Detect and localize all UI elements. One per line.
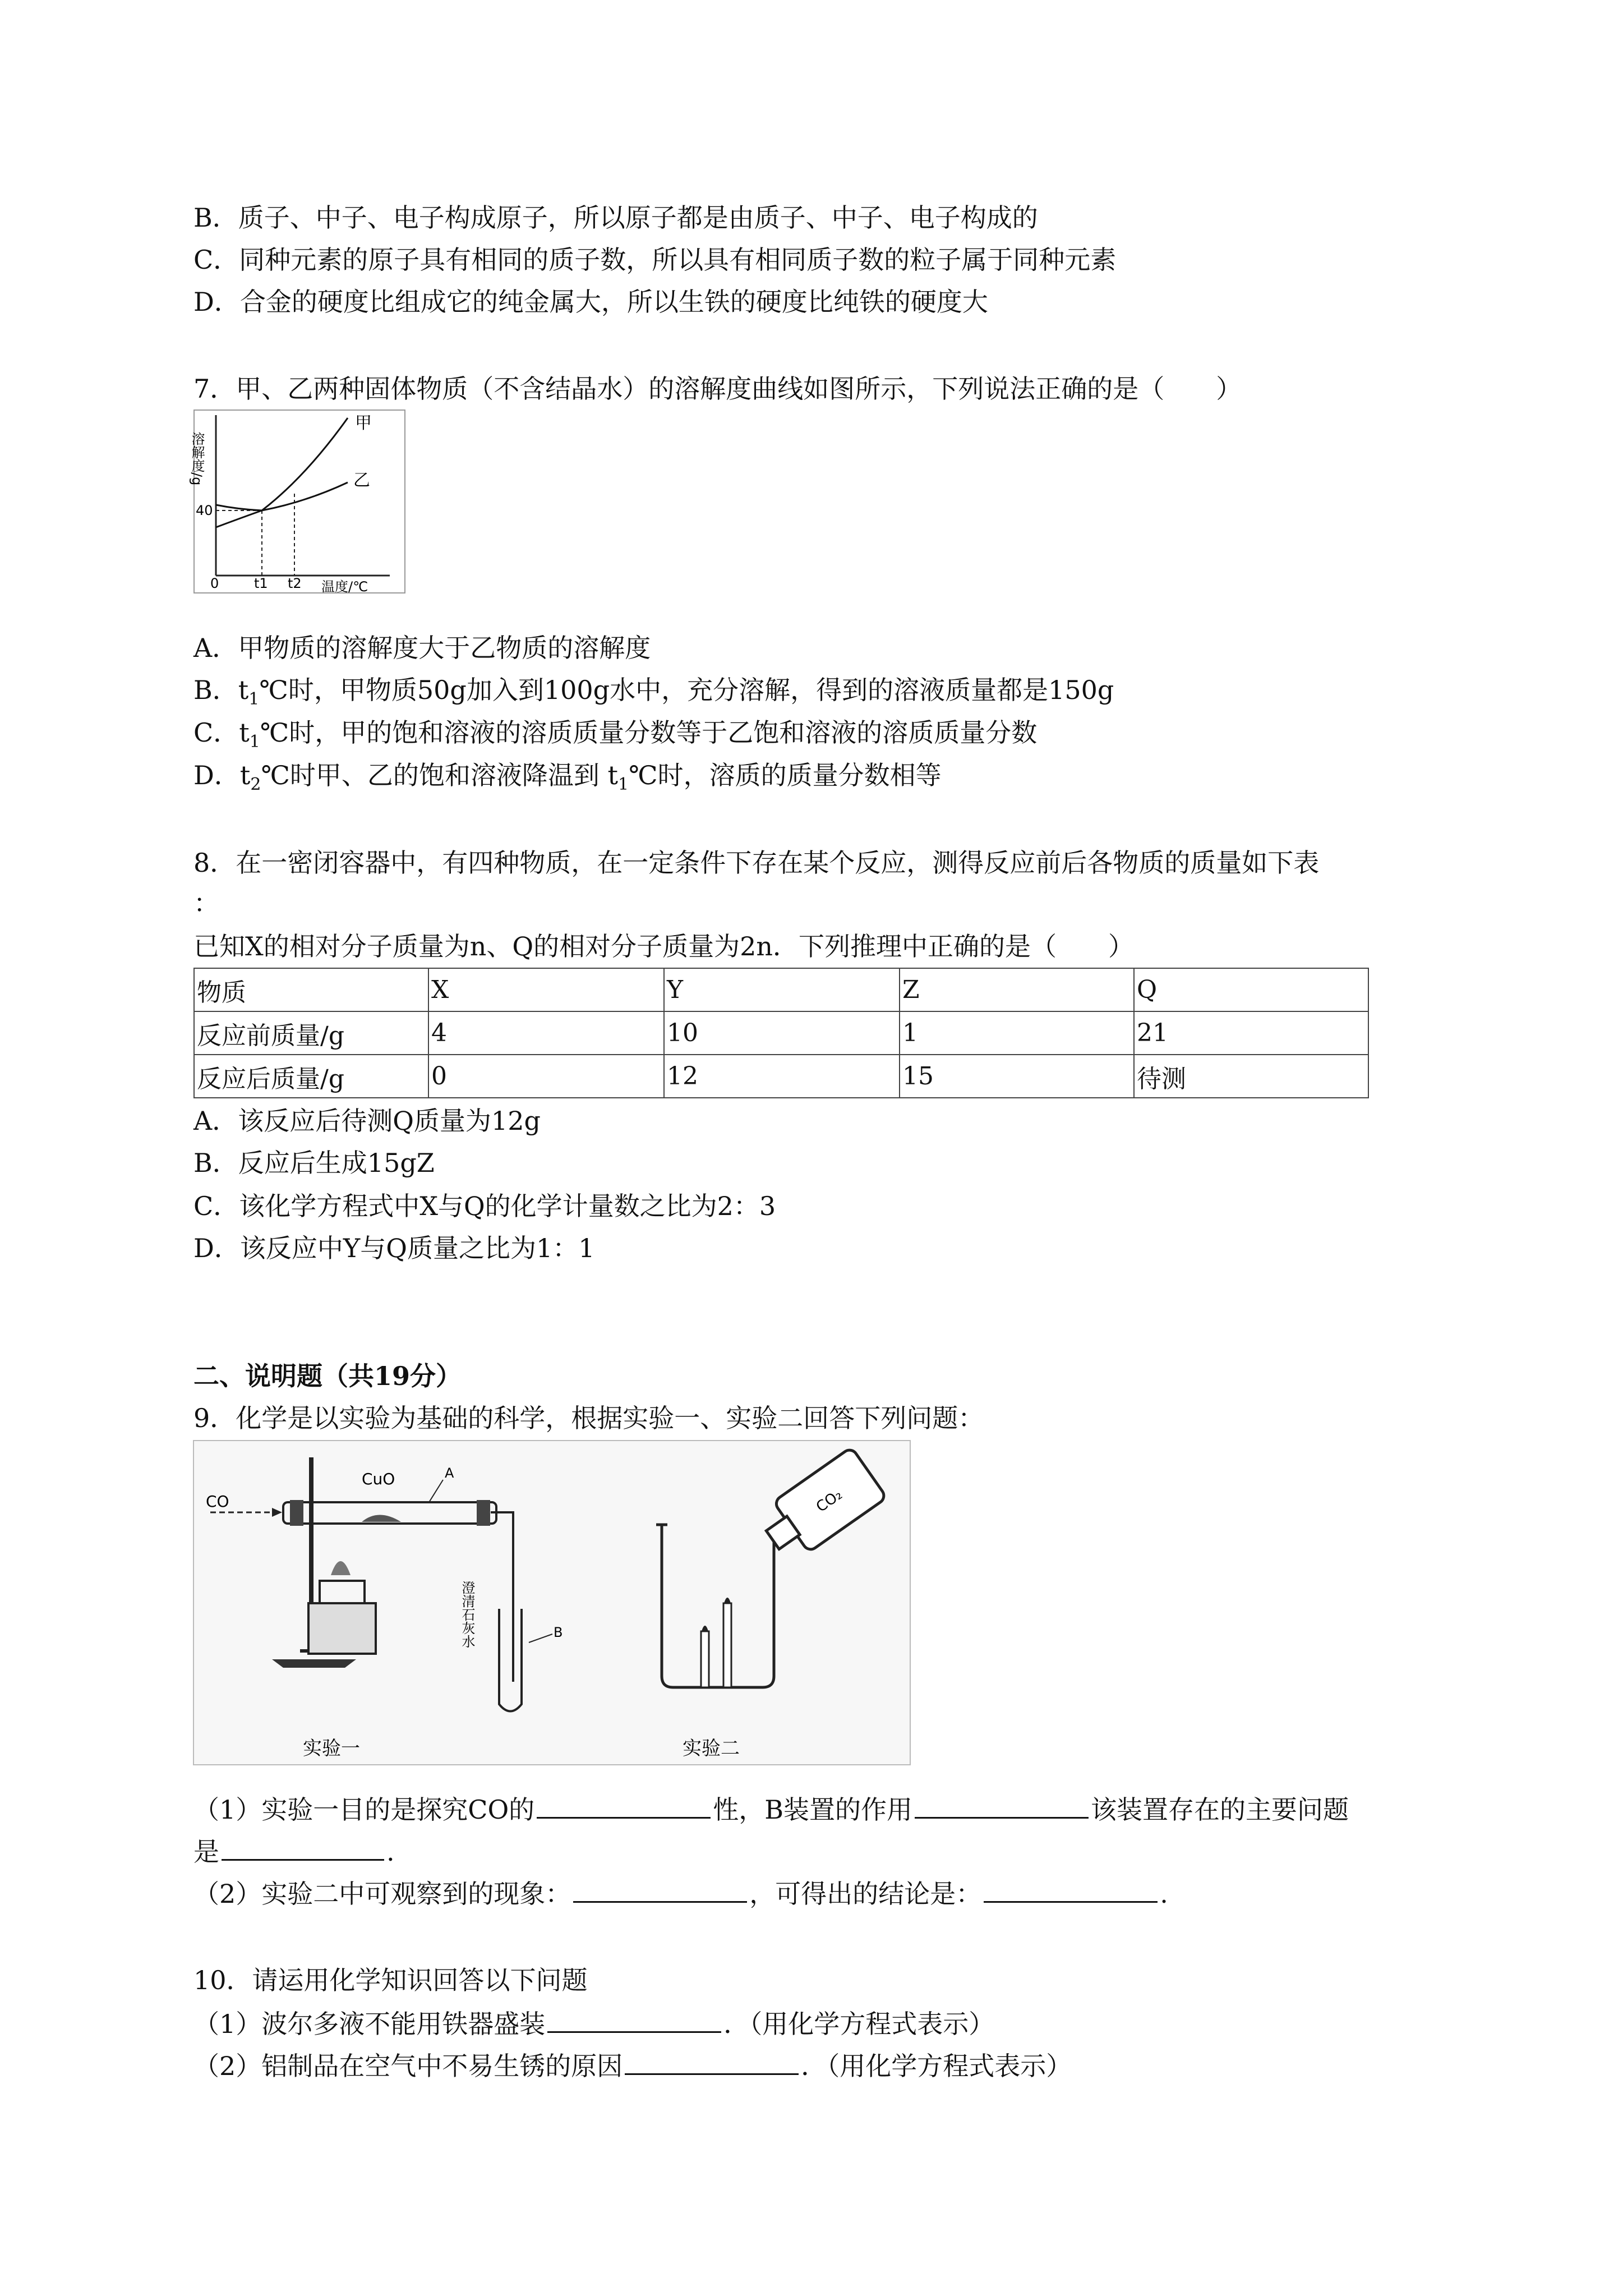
- y-axis-label: 溶解度/g: [189, 432, 205, 486]
- table-cell: Y: [664, 968, 900, 1011]
- q9-part-1-cont: 是 .: [193, 1833, 395, 1869]
- answer-blank[interactable]: [222, 1833, 384, 1861]
- answer-blank[interactable]: [547, 2005, 721, 2033]
- q10-part-1: （1）波尔多液不能用铁器盛装 ．（用化学方程式表示）: [193, 2005, 994, 2041]
- q7-option-b: B．$t_1℃$时，甲物质50g加入到100g水中，充分溶解，得到的溶液质量都是150g: [193, 675, 1114, 710]
- q8-stem-2: 已知X的相对分子质量为n、Q的相对分子质量为2n．下列推理中正确的是（ ）: [193, 931, 1134, 961]
- origin-label: 0: [210, 576, 219, 591]
- table-cell: 待测: [1134, 1055, 1368, 1098]
- table-row: [194, 968, 1368, 1011]
- y-tick-40: 40: [196, 503, 213, 518]
- stand-base: [272, 1659, 356, 1668]
- answer-blank[interactable]: [573, 1875, 747, 1903]
- table-row: [194, 1055, 1368, 1098]
- table-cell: 12: [664, 1055, 900, 1098]
- q10-part-2: （2）铝制品在空气中不易生锈的原因 ．（用化学方程式表示）: [193, 2047, 1072, 2083]
- curve-jia-label: 甲: [355, 413, 372, 433]
- table-cell: 0: [428, 1055, 664, 1098]
- table-cell: Q: [1134, 968, 1368, 1011]
- table-cell: 1: [900, 1011, 1134, 1055]
- table-row: [194, 1011, 1368, 1055]
- q9-part-1: （1）实验一目的是探究CO的 性，B装置的作用 该装置存在的主要问题: [193, 1791, 1349, 1826]
- x-tick-t1: t1: [254, 576, 268, 591]
- q9-part-2: （2）实验二中可观察到的现象： ，可得出的结论是： .: [193, 1875, 1168, 1911]
- q10-stem: 10．请运用化学知识回答以下问题: [193, 1965, 588, 1995]
- q8-option-c: C．该化学方程式中X与Q的化学计量数之比为2：3: [193, 1191, 776, 1221]
- q8-stem-cont: ：: [193, 888, 219, 918]
- exp1-caption: 实验一: [303, 1737, 360, 1760]
- limewater-label: 澄清石灰水: [459, 1581, 475, 1648]
- table-cell: 4: [428, 1011, 664, 1055]
- q6-option-d: D．合金的硬度比组成它的纯金属大，所以生铁的硬度比纯铁的硬度大: [193, 287, 988, 317]
- cuo-label: CuO: [362, 1470, 395, 1488]
- mass-table: [193, 968, 1369, 1098]
- table-cell: 物质: [194, 968, 428, 1011]
- section-heading: 二、说明题（共19分）: [193, 1361, 462, 1391]
- q7-option-d: D．$t_2℃$时甲、乙的饱和溶液降温到 $t_1℃$时，溶质的质量分数相等: [193, 760, 942, 795]
- q8-stem: 8．在一密闭容器中，有四种物质，在一定条件下存在某个反应，测得反应前后各物质的质量如下表: [193, 848, 1320, 878]
- experiment-figure: [193, 1441, 910, 1765]
- x-axis-label: 温度/℃: [321, 579, 368, 595]
- x-tick-t2: t2: [288, 576, 302, 591]
- alcohol-lamp: [308, 1603, 376, 1654]
- table-cell: Z: [900, 968, 1134, 1011]
- answer-blank[interactable]: [984, 1875, 1158, 1903]
- table-cell: 反应前质量/g: [194, 1011, 428, 1055]
- label-a: A: [445, 1465, 454, 1481]
- candle-short: [701, 1631, 709, 1687]
- q9-stem: 9．化学是以实验为基础的科学，根据实验一、实验二回答下列问题：: [193, 1403, 984, 1433]
- table-cell: 15: [900, 1055, 1134, 1098]
- q6-option-c: C．同种元素的原子具有相同的质子数，所以具有相同质子数的粒子属于同种元素: [193, 245, 1117, 275]
- q6-option-b: B．质子、中子、电子构成原子，所以原子都是由质子、中子、电子构成的: [193, 203, 1038, 233]
- q8-option-b: B．反应后生成15gZ: [193, 1148, 435, 1178]
- exp2-caption: 实验二: [683, 1737, 740, 1760]
- q8-option-d: D．该反应中Y与Q质量之比为1：1: [193, 1233, 595, 1263]
- curve-yi-label: 乙: [353, 471, 370, 490]
- table-cell: X: [428, 968, 664, 1011]
- q8-option-a: A．该反应后待测Q质量为12g: [193, 1106, 541, 1136]
- solubility-curve-graph: [189, 409, 407, 595]
- answer-blank[interactable]: [537, 1791, 711, 1819]
- co-label: CO: [206, 1492, 229, 1511]
- q7-option-a: A．甲物质的溶解度大于乙物质的溶解度: [193, 633, 651, 663]
- q7-option-c: C．$t_1℃$时，甲的饱和溶液的溶质质量分数等于乙饱和溶液的溶质质量分数: [193, 717, 1038, 752]
- answer-blank[interactable]: [625, 2047, 799, 2075]
- table-cell: 反应后质量/g: [194, 1055, 428, 1098]
- table-cell: 10: [664, 1011, 900, 1055]
- q7-stem: 7．甲、乙两种固体物质（不含结晶水）的溶解度曲线如图所示，下列说法正确的是（ ）: [193, 374, 1242, 404]
- co2-label: CO₂: [813, 1486, 846, 1516]
- label-b: B: [554, 1625, 563, 1640]
- answer-blank[interactable]: [915, 1791, 1089, 1819]
- table-cell: 21: [1134, 1011, 1368, 1055]
- candle-tall: [723, 1603, 731, 1687]
